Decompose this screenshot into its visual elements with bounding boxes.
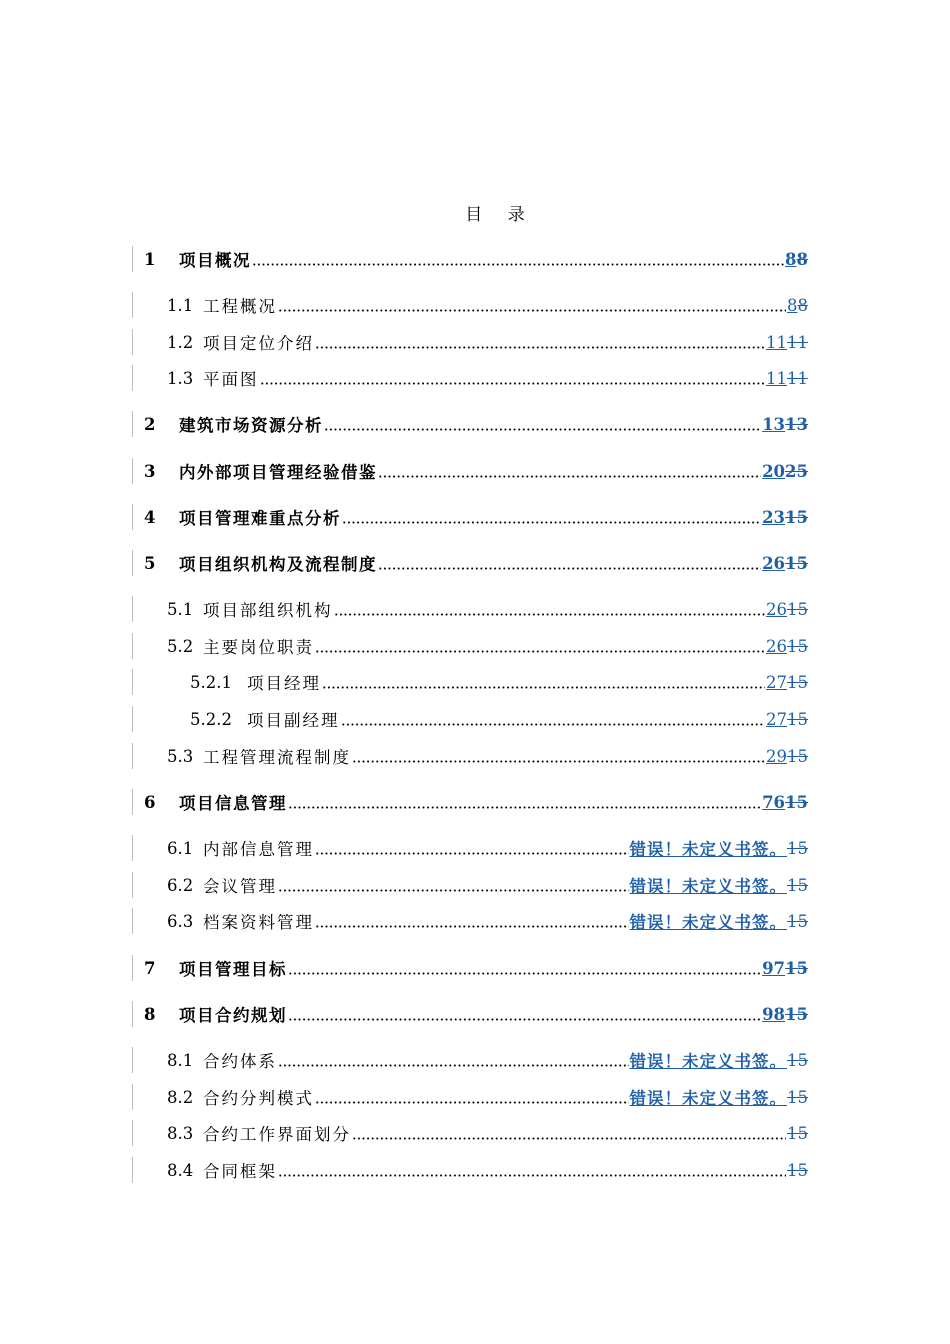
toc-entry-title: 合同框架 [203,1162,277,1181]
bookmark-error-text[interactable]: 错误！未定义书签。 [629,877,787,896]
deleted-page-number: 15 [787,709,808,729]
dot-leader [378,566,761,571]
dot-leader [334,612,766,617]
toc-entry-title: 档案资料管理 [203,913,314,932]
dot-leader [315,924,629,929]
dot-leader [378,474,761,479]
toc-entry-number: 5.3 [167,746,194,766]
toc-entry[interactable] [132,872,808,898]
toc-entry[interactable] [132,365,808,391]
deleted-page-number: 15 [787,1050,808,1070]
toc-entry-number: 1.3 [167,368,194,388]
toc-entry-number: 5 [144,553,156,573]
dot-leader [315,345,765,350]
toc-page-link[interactable]: 13 [762,414,786,434]
dot-leader [322,685,765,690]
deleted-page-number: 25 [785,461,808,481]
dot-leader [288,805,761,810]
toc-entry-title: 合约分判模式 [203,1089,314,1108]
toc-entry-title: 合约体系 [203,1052,277,1071]
toc-page-link[interactable]: 98 [762,1004,786,1024]
deleted-page-number: 15 [787,1123,808,1143]
toc-entry-title: 内部信息管理 [203,840,314,859]
toc-page-link[interactable]: 26 [766,636,787,656]
toc-entry-number: 1.2 [167,332,194,352]
toc-page-link[interactable]: 29 [766,746,787,766]
toc-page-link[interactable]: 26 [762,553,786,573]
toc-entry-title: 平面图 [203,370,259,389]
deleted-page-number: 15 [787,599,808,619]
toc-entry-title: 项目信息管理 [179,794,287,813]
deleted-page-number: 15 [787,746,808,766]
toc-entry-number: 8.2 [167,1087,194,1107]
deleted-page-number: 15 [785,1004,808,1024]
toc-entry-number: 6.2 [167,875,194,895]
toc-title: 目 录 [465,205,535,225]
dot-leader [352,1136,786,1141]
toc-entry-number: 5.2 [167,636,194,656]
deleted-page-number: 8 [797,295,808,315]
toc-entry-number: 4 [144,507,156,527]
toc-entry-title: 建筑市场资源分析 [179,416,323,435]
dot-leader [278,888,629,893]
toc-entry[interactable] [132,550,808,576]
dot-leader [278,308,786,313]
bookmark-error-text[interactable]: 错误！未定义书签。 [629,1089,787,1108]
bookmark-error-text[interactable]: 错误！未定义书签。 [629,1052,787,1071]
toc-entry[interactable] [132,1047,808,1073]
toc-entry[interactable] [132,835,808,861]
dot-leader [278,1173,786,1178]
deleted-page-number: 15 [785,792,808,812]
toc-entry-number: 5.1 [167,599,194,619]
toc-entry-number: 8 [144,1004,156,1024]
dot-leader [324,427,761,432]
deleted-page-number: 8 [796,249,808,269]
toc-entry-title: 项目副经理 [247,711,340,730]
toc-page-link[interactable]: 11 [766,332,787,352]
toc-page-link[interactable]: 20 [762,461,786,481]
toc-entry[interactable] [132,743,808,769]
toc-entry[interactable] [132,955,808,981]
deleted-page-number: 11 [787,368,808,388]
toc-entry-number: 8.3 [167,1123,194,1143]
toc-entry-title: 工程管理流程制度 [203,748,351,767]
toc-entry[interactable] [132,504,808,530]
toc-entry-number: 7 [144,958,156,978]
toc-entry[interactable] [132,789,808,815]
dot-leader [252,262,784,267]
toc-entry-title: 项目管理目标 [179,960,287,979]
toc-entry[interactable] [132,1157,808,1183]
deleted-page-number: 15 [787,672,808,692]
dot-leader [352,759,765,764]
dot-leader [315,1100,629,1105]
toc-entry-title: 项目经理 [247,674,321,693]
toc-entry-number: 1.1 [167,295,194,315]
dot-leader [288,1017,761,1022]
toc-entry[interactable] [132,908,808,934]
toc-entry[interactable] [132,1120,808,1146]
dot-leader [341,722,766,727]
toc-entry-title: 项目组织机构及流程制度 [179,555,377,574]
toc-entry-title: 项目管理难重点分析 [179,509,341,528]
toc-entry-title: 项目概况 [179,251,251,270]
toc-entry[interactable] [132,292,808,318]
toc-entry[interactable] [132,1084,808,1110]
deleted-page-number: 15 [785,553,808,573]
toc-page-link[interactable]: 97 [762,958,786,978]
toc-entry[interactable] [132,458,808,484]
dot-leader [315,649,765,654]
dot-leader [260,381,766,386]
toc-entry-number: 8.4 [167,1160,194,1180]
dot-leader [342,520,761,525]
dot-leader [278,1063,629,1068]
bookmark-error-text[interactable]: 错误！未定义书签。 [629,840,787,859]
deleted-page-number: 15 [785,507,808,527]
toc-entry-number: 6 [144,792,156,812]
toc-page-link[interactable]: 8 [787,295,798,315]
toc-entry[interactable] [132,411,808,437]
toc-entry-number: 5.2.2 [190,709,232,729]
toc-page-link[interactable]: 27 [766,672,787,692]
deleted-page-number: 15 [787,636,808,656]
toc-entry-number: 5.2.1 [190,672,232,692]
toc-entry[interactable] [132,1001,808,1027]
toc-entry-title: 合约工作界面划分 [203,1125,351,1144]
toc-entry-title: 项目定位介绍 [203,334,314,353]
dot-leader [315,851,629,856]
deleted-page-number: 15 [787,838,808,858]
deleted-page-number: 15 [787,1160,808,1180]
toc-entry-title: 内外部项目管理经验借鉴 [179,463,377,482]
toc-page-link[interactable]: 8 [785,249,797,269]
toc-entry-title: 项目合约规划 [179,1006,287,1025]
toc-entry-number: 6.1 [167,838,194,858]
toc-entry-title: 会议管理 [203,877,277,896]
bookmark-error-text[interactable]: 错误！未定义书签。 [629,913,787,932]
toc-entry-number: 1 [144,249,156,269]
dot-leader [288,971,761,976]
toc-page-link[interactable]: 27 [766,709,787,729]
toc-entry-number: 2 [144,414,156,434]
toc-page-link[interactable]: 11 [766,368,787,388]
toc-page-link[interactable]: 26 [766,599,787,619]
toc-entry-title: 项目部组织机构 [203,601,333,620]
deleted-page-number: 15 [785,958,808,978]
toc-entry-number: 8.1 [167,1050,194,1070]
toc-entry-title: 工程概况 [203,297,277,316]
toc-page-link[interactable]: 23 [762,507,786,527]
toc-entry[interactable] [132,596,808,622]
toc-entry-number: 3 [144,461,156,481]
toc-entry[interactable] [132,706,808,732]
deleted-page-number: 15 [787,911,808,931]
deleted-page-number: 15 [787,875,808,895]
toc-entry-number: 6.3 [167,911,194,931]
deleted-page-number: 11 [787,332,808,352]
toc-entry-title: 主要岗位职责 [203,638,314,657]
toc-entry[interactable] [132,329,808,355]
deleted-page-number: 15 [787,1087,808,1107]
deleted-page-number: 13 [785,414,808,434]
toc-entry[interactable] [132,669,808,695]
toc-entry[interactable] [132,246,808,272]
toc-entry[interactable] [132,633,808,659]
toc-page-link[interactable]: 76 [762,792,786,812]
